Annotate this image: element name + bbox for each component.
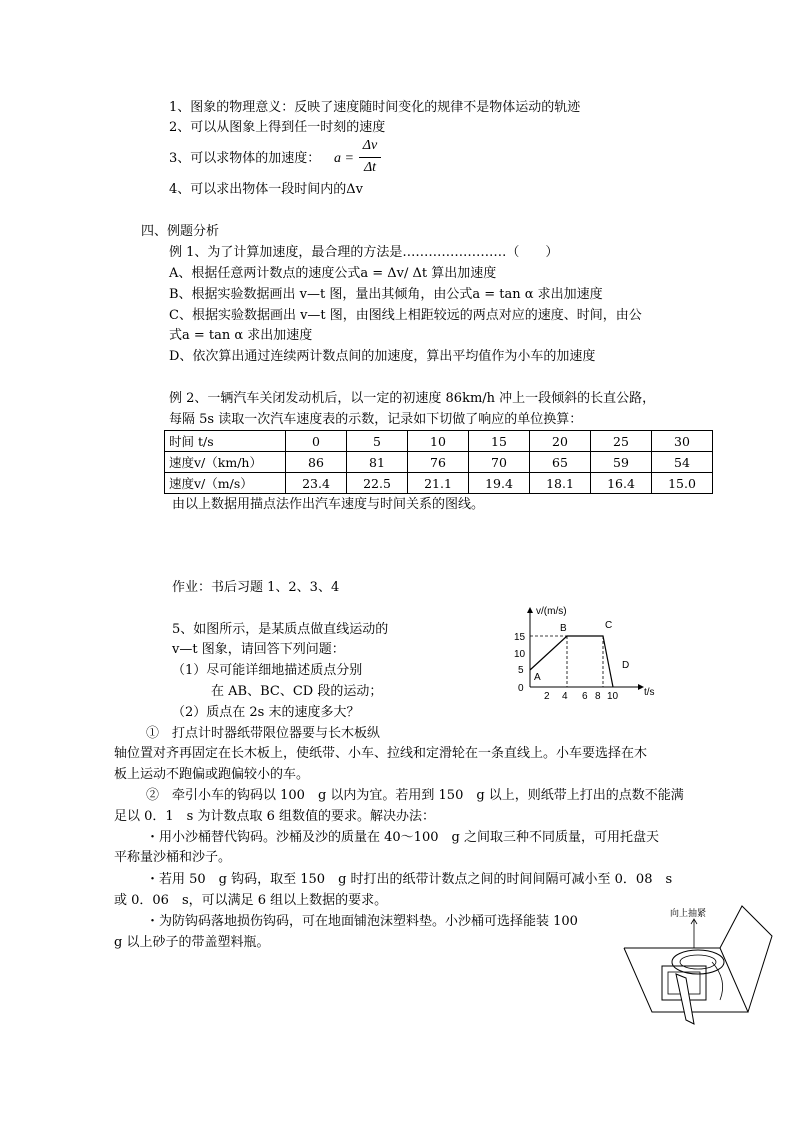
box-side <box>720 906 772 1012</box>
example-2-line1: 例 2、一辆汽车关闭发动机后，以一定的初速度 86km/h 冲上一段倾斜的长直公路， <box>169 391 656 406</box>
table-cell: 21.1 <box>408 473 469 494</box>
y-tick-label: 15 <box>514 632 526 643</box>
table-cell: 0 <box>286 431 347 452</box>
table-cell: 76 <box>408 452 469 473</box>
bullet-3-line1: ・为防钩码落地损伤钩码，可在地面铺泡沫塑料垫。小沙桶可选择能装 100 <box>146 914 578 929</box>
table-cell: 速度v/（m/s） <box>165 473 286 494</box>
question-5-line3: （1）尽可能详细地描述质点分别 <box>172 663 363 678</box>
question-5-line1: 5、如图所示，是某质点做直线运动的 <box>172 622 389 637</box>
table-cell: 16.4 <box>591 473 652 494</box>
option-c-line1: C、根据实验数据画出 v—t 图，由图线上相距较远的两点对应的速度、时间，由公 <box>169 308 642 323</box>
example-2-instruction: 由以上数据用描点法作出汽车速度与时间关系的图线。 <box>172 497 485 512</box>
table-cell: 18.1 <box>530 473 591 494</box>
y-tick-label: 5 <box>518 665 524 676</box>
vt-line <box>530 636 613 687</box>
question-5-line4: 在 AB、BC、CD 段的运动； <box>211 684 383 699</box>
x-tick-label: 8 <box>595 691 601 700</box>
bullet-3-line2: g 以上砂子的带盖塑料瓶。 <box>114 935 270 950</box>
question-5-line5: （2）质点在 2s 末的速度多大？ <box>172 705 360 720</box>
x-tick-label: 10 <box>607 691 619 700</box>
option-b: B、根据实验数据画出 v—t 图，量出其倾角，由公式a = tan α 求出加速度 <box>169 287 603 302</box>
table-cell: 30 <box>652 431 713 452</box>
y-tick-label: 0 <box>518 683 524 694</box>
table-cell: 5 <box>347 431 408 452</box>
point-4: 4、可以求出物体一段时间内的Δv <box>169 182 364 197</box>
fraction-bar <box>359 157 381 158</box>
table-cell: 15.0 <box>652 473 713 494</box>
table-cell: 速度v/（km/h） <box>165 452 286 473</box>
point-3: 3、可以求物体的加速度： <box>169 151 321 166</box>
bullet-2-line2: 或 0．06 s，可以满足 6 组以上数据的要求。 <box>114 893 388 908</box>
section-heading: 四、例题分析 <box>141 224 220 239</box>
formula-numerator: Δv <box>362 138 378 153</box>
vt-graph <box>505 600 665 700</box>
formula-denominator: Δt <box>363 160 377 175</box>
x-tick-label: 4 <box>562 691 568 700</box>
note-1-line3: 板上运动不跑偏或跑偏较小的车。 <box>114 767 310 782</box>
figure-label: 向上抽紧 <box>670 908 707 918</box>
table-cell: 86 <box>286 452 347 473</box>
point-label-b: B <box>560 623 567 634</box>
table-cell: 59 <box>591 452 652 473</box>
point-label-d: D <box>622 660 630 671</box>
table-row <box>165 473 713 494</box>
example-2-line2: 每隔 5s 读取一次汽车速度表的示数，记录如下切做了响应的单位换算： <box>169 412 583 427</box>
homework-title: 作业：书后习题 1、2、3、4 <box>172 580 340 595</box>
bullet-2-line1: ・若用 50 g 钩码，取至 150 g 时打出的纸带计数点之间的时间间隔可减小至 0．08 s <box>146 872 673 887</box>
table-cell: 15 <box>469 431 530 452</box>
y-tick-label: 10 <box>514 649 526 660</box>
bullet-1-line2: 平称量沙桶和沙子。 <box>114 850 232 865</box>
point-label-c: C <box>605 620 613 631</box>
table-cell: 70 <box>469 452 530 473</box>
table-cell: 81 <box>347 452 408 473</box>
option-d: D、依次算出通过连续两计数点间的加速度，算出平均值作为小车的加速度 <box>169 349 596 364</box>
point-2: 2、可以从图象上得到任一时刻的速度 <box>169 120 386 135</box>
option-a: A、根据任意两计数点的速度公式a = Δv/ Δt 算出加速度 <box>169 266 497 281</box>
table-cell: 时间 t/s <box>165 431 286 452</box>
data-table <box>164 430 713 494</box>
table-cell: 10 <box>408 431 469 452</box>
question-5-line2: v—t 图象，请回答下列问题： <box>172 642 345 657</box>
table-cell: 54 <box>652 452 713 473</box>
table-cell: 25 <box>591 431 652 452</box>
x-axis-label: t/s <box>644 687 655 698</box>
table-row <box>165 452 713 473</box>
table-cell: 23.4 <box>286 473 347 494</box>
table-row <box>165 431 713 452</box>
table-cell: 20 <box>530 431 591 452</box>
point-label-a: A <box>534 672 541 683</box>
x-tick-label: 6 <box>582 691 588 700</box>
table-cell: 22.5 <box>347 473 408 494</box>
option-c-line2: 式a = tan α 求出加速度 <box>169 328 313 343</box>
table-cell: 19.4 <box>469 473 530 494</box>
note-2-line1: ② 牵引小车的钩码以 100 g 以内为宜。若用到 150 g 以上，则纸带上打出的点数不能满 <box>146 788 684 803</box>
note-1-line2: 轴位置对齐再固定在长木板上，使纸带、小车、拉线和定滑轮在一条直线上。小车要选择在木 <box>114 746 648 761</box>
paper-tape <box>676 974 694 1024</box>
formula-lhs: a = <box>334 151 354 166</box>
note-1-line1: ① 打点计时器纸带限位器要与长木板纵 <box>146 726 381 741</box>
bullet-1-line1: ・用小沙桶替代钩码。沙桶及沙的质量在 40～100 g 之间取三种不同质量，可用托盘天 <box>146 830 659 845</box>
x-tick-label: 2 <box>544 691 550 700</box>
y-axis-label: v/(m/s) <box>536 606 567 617</box>
note-2-line2: 足以 0．1 s 为计数点取 6 组数值的要求。解决办法： <box>114 809 436 824</box>
table-cell: 65 <box>530 452 591 473</box>
example-1-stem: 例 1、为了计算加速度，最合理的方法是……………………（ ） <box>169 245 559 260</box>
apparatus-figure <box>612 900 780 1040</box>
point-1: 1、图象的物理意义：反映了速度随时间变化的规律不是物体运动的轨迹 <box>169 100 581 115</box>
